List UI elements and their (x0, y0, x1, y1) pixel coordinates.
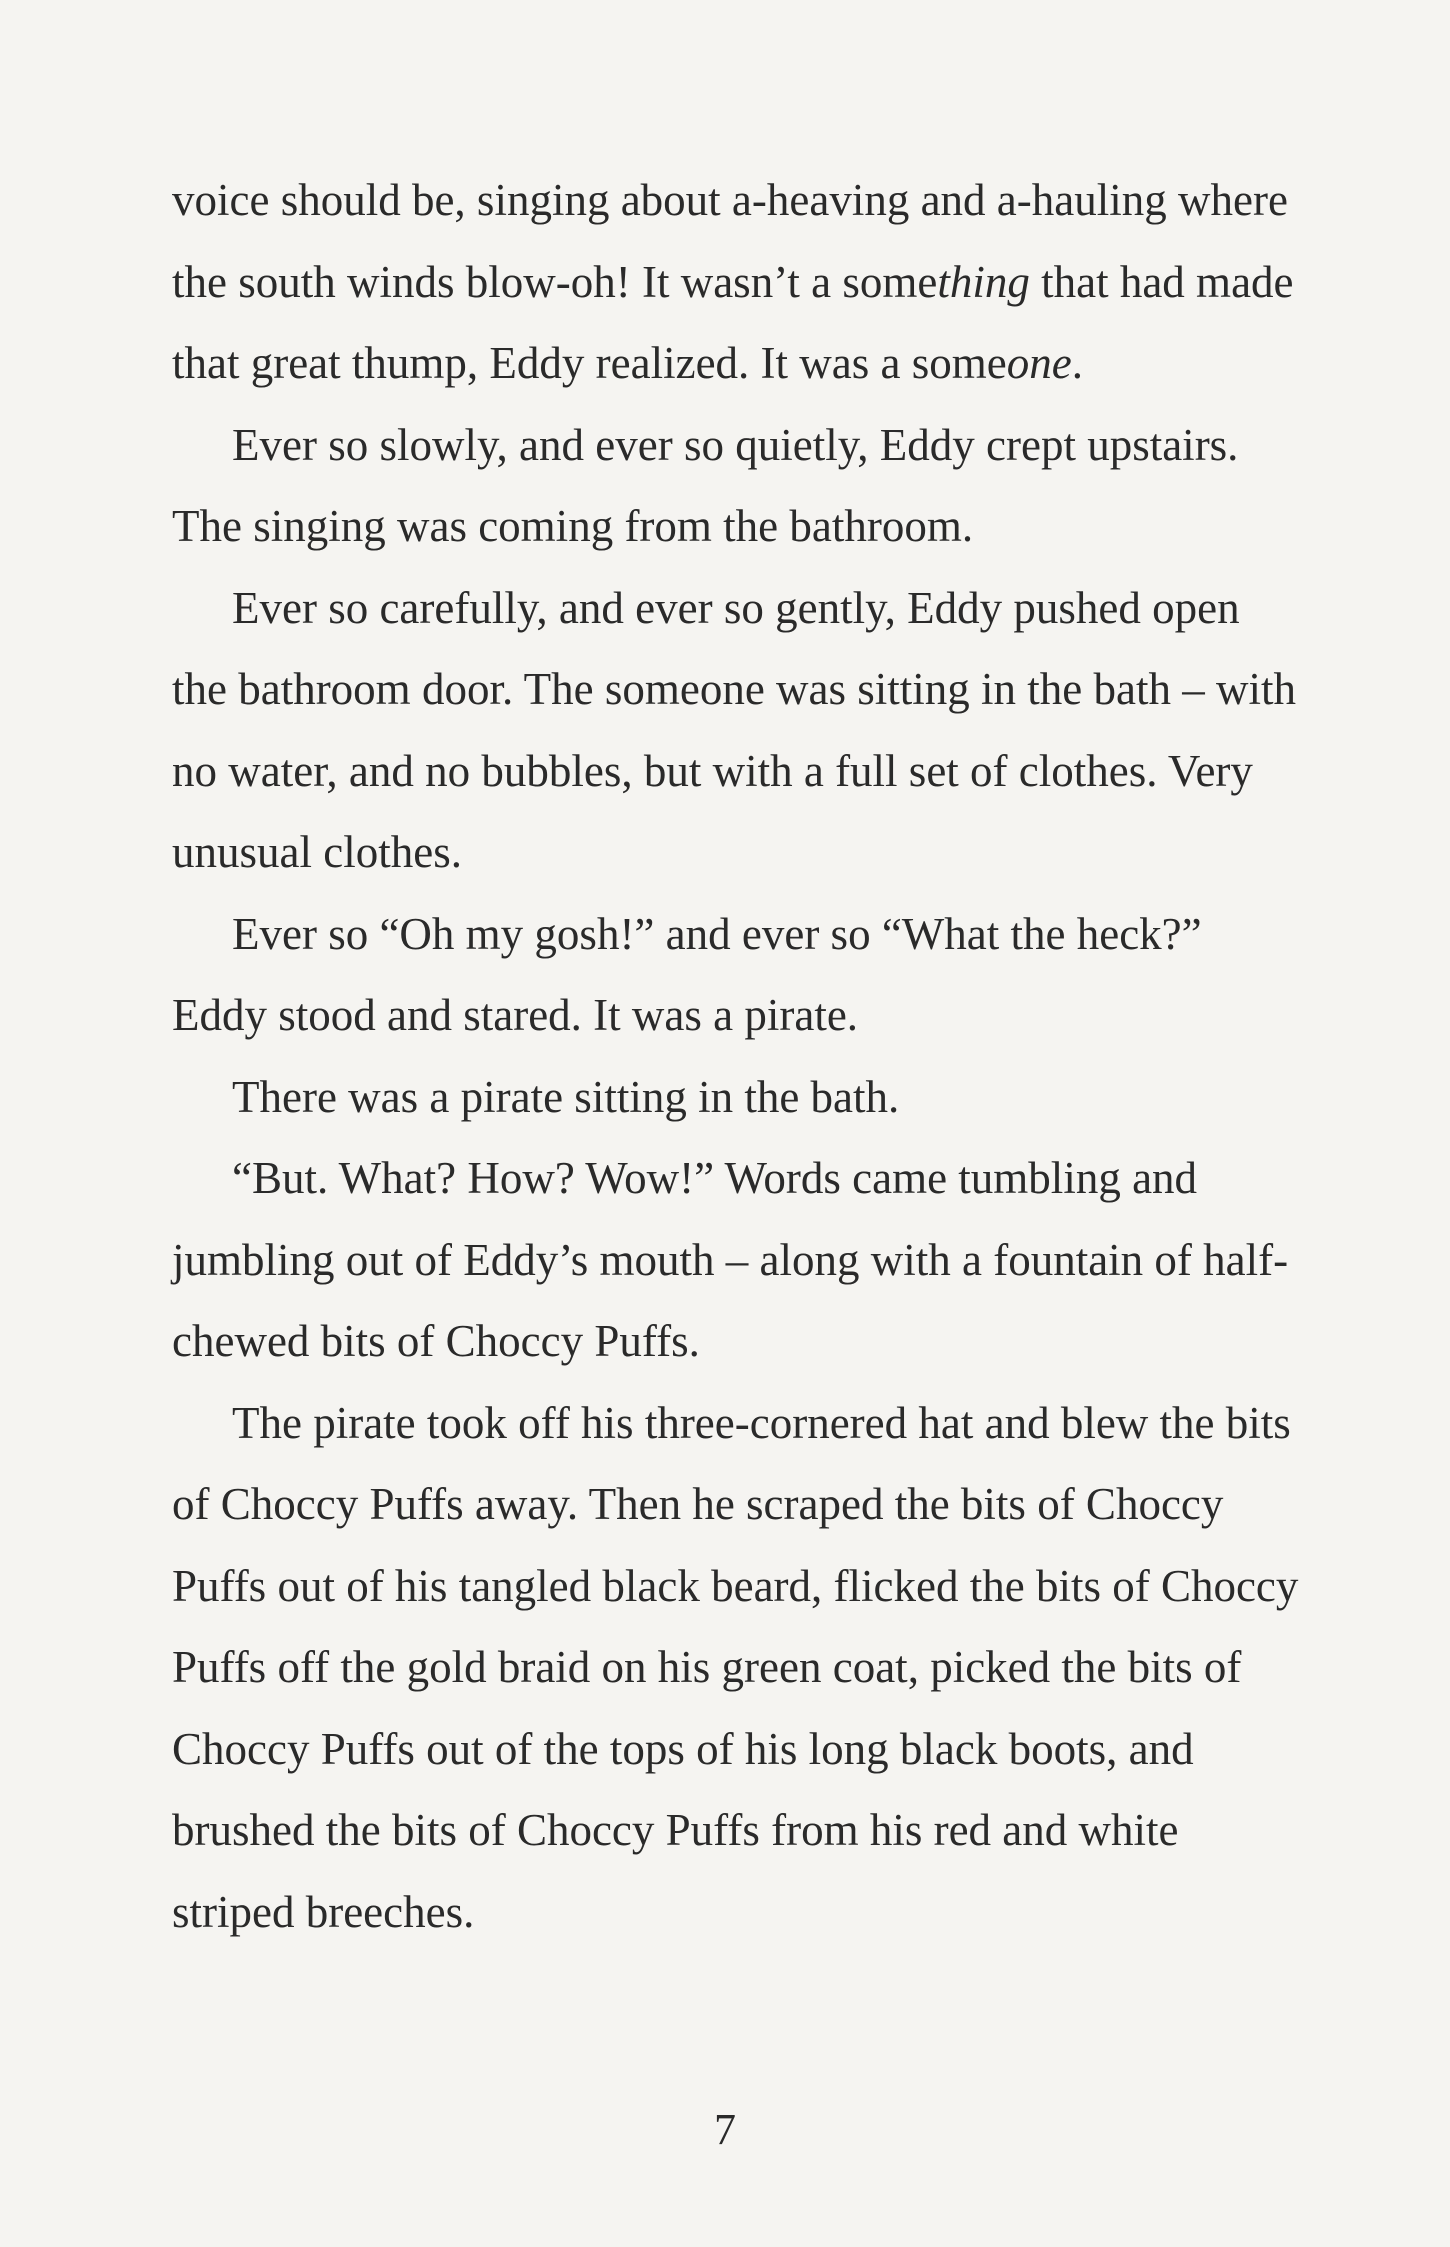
paragraph (172, 160, 1302, 405)
body-text (172, 160, 1302, 1953)
paragraph (172, 1138, 1302, 1383)
italic-text: thing (937, 256, 1030, 307)
italic-text: one (1006, 338, 1072, 388)
paragraph (172, 568, 1302, 894)
paragraph-text: “But. What? How? Wow!” Words came tumbling and jumbling out of Eddy’s mouth – along with a fountain of half-chewed bits of Choccy Puffs. (172, 1153, 1289, 1366)
paragraph-text: voice should be, singing about a-heaving and a-hauling where the south winds blow-oh! It wasn’t a some (172, 175, 1288, 307)
paragraph (172, 1383, 1302, 1954)
paragraph-text: The pirate took off his three-cornered hat and blew the bits of Choccy Puffs away. Then he scraped the bits of Choccy Puffs out of his tangled black beard, flicked the bits of Choccy Puffs off the gold braid on his green coat, picked the bits of Choccy Puffs out of the tops of his long black boots, and brushed the bits of Choccy Puffs from his red and white striped breeches. (172, 1397, 1299, 1937)
paragraph (172, 1057, 1302, 1139)
paragraph-text: that had made that great thump, Eddy realized. It was a some (172, 256, 1294, 388)
paragraph-text: Ever so “Oh my gosh!” and ever so “What the heck?” Eddy stood and stared. It was a pirate. (172, 908, 1202, 1040)
paragraph-text: . (1071, 338, 1083, 388)
paragraph-text: Ever so carefully, and ever so gently, Eddy pushed open the bathroom door. The someone was sitting in the bath – with no water, and no bubbles, but with a full set of clothes. Very unusual clothes. (172, 582, 1297, 877)
paragraph (172, 405, 1302, 568)
page-number: 7 (714, 2105, 736, 2154)
paragraph-text: There was a pirate sitting in the bath. (232, 1071, 900, 1122)
paragraph (172, 894, 1302, 1057)
paragraph-text: Ever so slowly, and ever so quietly, Eddy crept upstairs. The singing was coming from the bathroom. (172, 419, 1239, 551)
